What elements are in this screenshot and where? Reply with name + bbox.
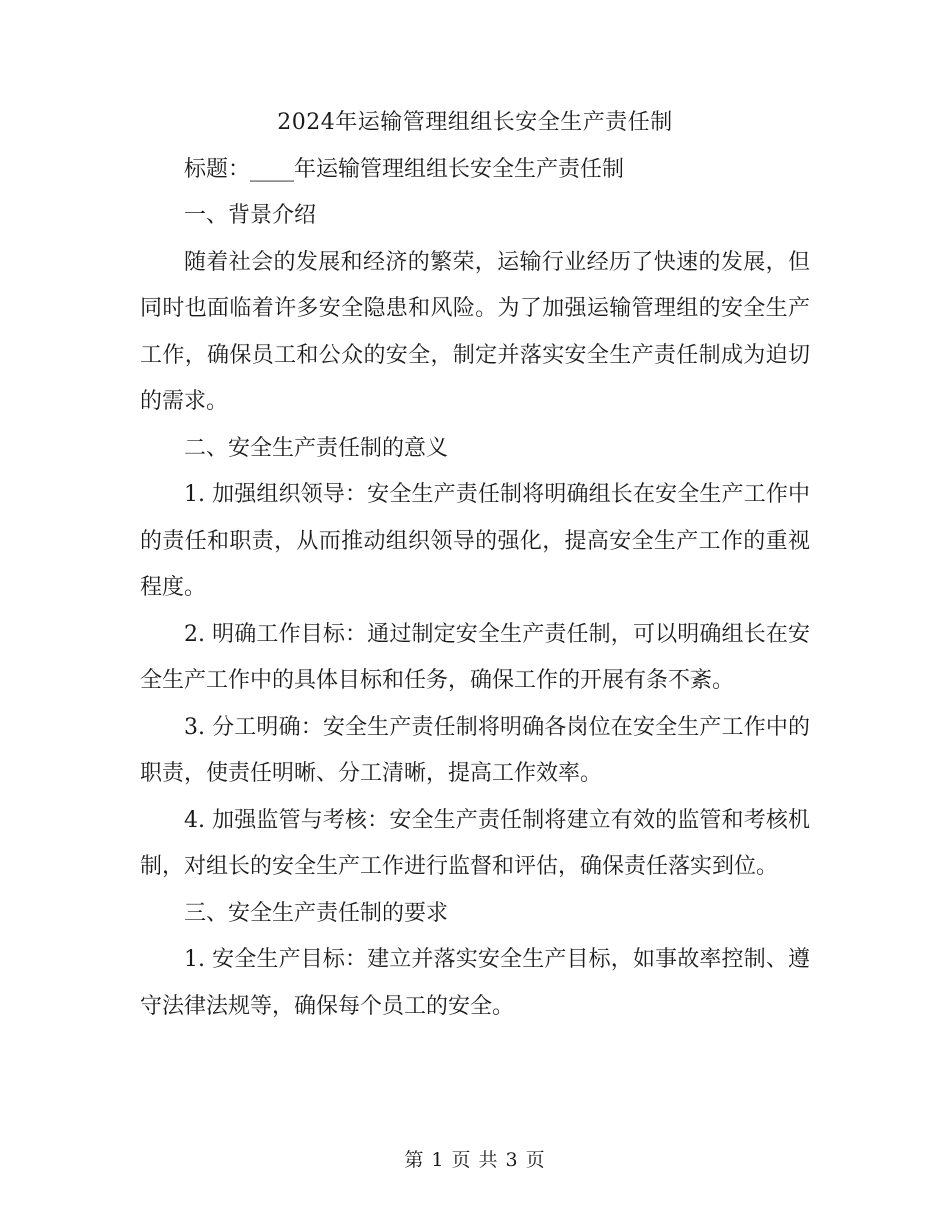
list-item-significance-2: 2. 明确工作目标：通过制定安全生产责任制，可以明确组长在安全生产工作中的具体目标和任务，确保工作的开展有条不紊。 — [140, 621, 810, 693]
list-item-requirements-1: 1. 安全生产目标：建立并落实安全生产目标，如事故率控制、遵守法律法规等，确保每个员工的安全。 — [140, 947, 810, 1019]
document-title: 2024年运输管理组组长安全生产责任制 — [277, 110, 673, 135]
section-heading-significance: 二、安全生产责任制的意义 — [184, 435, 449, 461]
list-item-significance-4: 4. 加强监管与考核：安全生产责任制将建立有效的监管和考核机制，对组长的安全生产工作进行监督和评估，确保责任落实到位。 — [140, 807, 810, 879]
section-heading-requirements: 三、安全生产责任制的要求 — [184, 900, 449, 926]
section-heading-background: 一、背景介绍 — [184, 203, 317, 228]
subtitle-line: 标题：____年运输管理组组长安全生产责任制 — [184, 156, 625, 182]
document-body — [140, 100, 810, 1030]
list-item-significance-1: 1. 加强组织领导：安全生产责任制将明确组长在安全生产工作中的责任和职责，从而推动组织领导的强化，提高安全生产工作的重视程度。 — [140, 482, 810, 600]
list-item-significance-3: 3. 分工明确：安全生产责任制将明确各岗位在安全生产工作中的职责，使责任明晰、分工清晰，提高工作效率。 — [140, 714, 810, 786]
paragraph-background: 随着社会的发展和经济的繁荣，运输行业经历了快速的发展，但同时也面临着许多安全隐患和风险。为了加强运输管理组的安全生产工作，确保员工和公众的安全，制定并落实安全生产责任制成为迫切的需求。 — [140, 249, 810, 414]
page-number-footer: 第 1 页 共 3 页 — [404, 1149, 546, 1171]
